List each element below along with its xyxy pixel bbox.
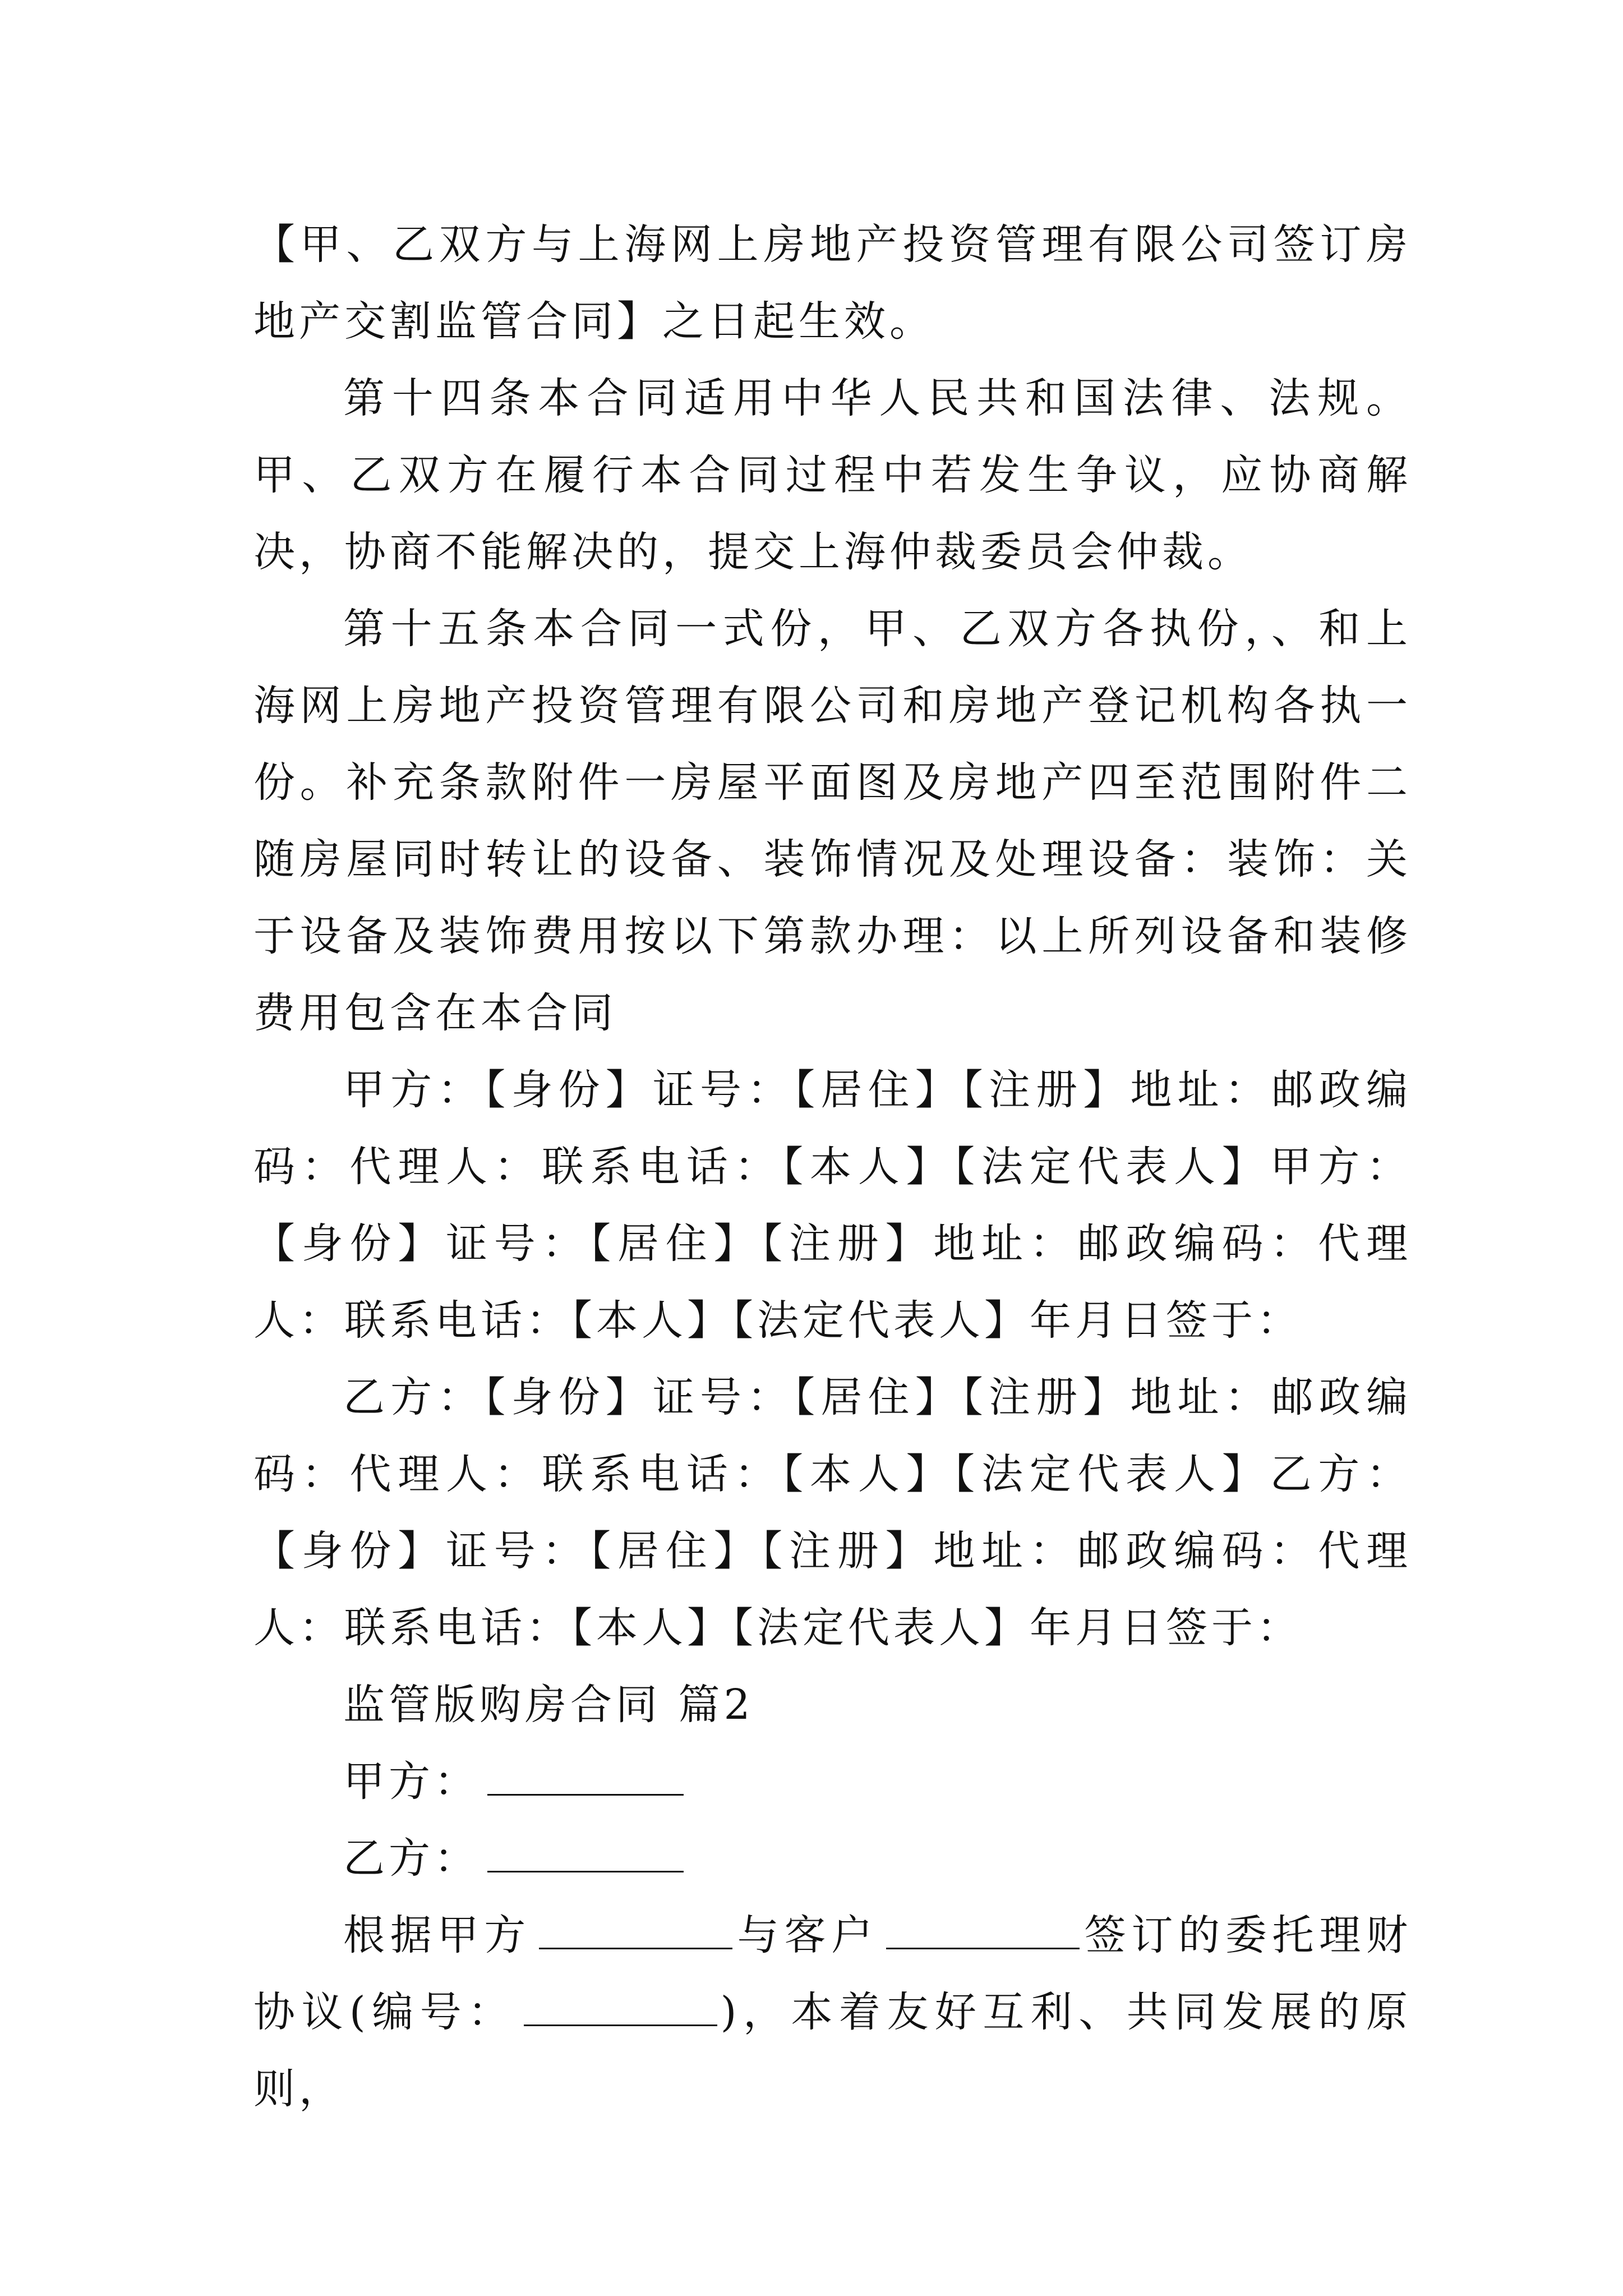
paragraph-effective-clause: 【甲、乙双方与上海网上房地产投资管理有限公司签订房地产交割监管合同】之日起生效。 [253,220,1412,346]
section-heading: 监管版购房合同 篇2 [343,1681,754,1729]
paragraph-party-a-signature: 甲方：【身份】证号：【居住】【注册】地址：邮政编码：代理人：联系电话：【本人】【法定代表人】甲方：【身份】证号：【居住】【注册】地址：邮政编码：代理人：联系电话：【本人】【法定代表人】年月日签于： [253,1066,1412,1345]
party-b-label: 乙方： [343,1834,479,1883]
party-b-blank [487,1826,684,1872]
party-b-line [253,1820,1412,1897]
paragraph-article-14: 第十四条本合同适用中华人民共和国法律、法规。甲、乙双方在履行本合同过程中若发生争议，应协商解决，协商不能解决的，提交上海仲裁委员会仲裁。 [253,374,1412,576]
party-a-label: 甲方： [343,1757,479,1806]
agreement-text-4: )，本着友好互利、共同发展的原则， [253,1988,1412,2113]
client-name-blank [886,1903,1080,1949]
paragraph-party-b-signature: 乙方：【身份】证号：【居住】【注册】地址：邮政编码：代理人：联系电话：【本人】【法定代表人】乙方：【身份】证号：【居住】【注册】地址：邮政编码：代理人：联系电话：【本人】【法定代表人】年月日签于： [253,1373,1412,1652]
party-a-name-blank [539,1903,732,1949]
paragraph-agreement-basis [253,1897,1412,2128]
agreement-text-3: 签订的委托理财协议(编号： [253,1911,1412,2036]
agreement-text-2: 与客户 [735,1911,878,1959]
party-a-line [253,1743,1412,1820]
party-a-blank [487,1749,684,1796]
paragraph-article-15: 第十五条本合同一式份，甲、乙双方各执份，、和上海网上房地产投资管理有限公司和房地产登记机构各执一份。补充条款附件一房屋平面图及房地产四至范围附件二随房屋同时转让的设备、装饰情况及处理设备：装饰：关于设备及装饰费用按以下第款办理：以上所列设备和装修费用包含在本合同 [253,605,1412,1037]
document-body [253,206,1412,2128]
agreement-number-blank [524,1980,717,2026]
agreement-text-1: 根据甲方 [343,1911,531,1959]
